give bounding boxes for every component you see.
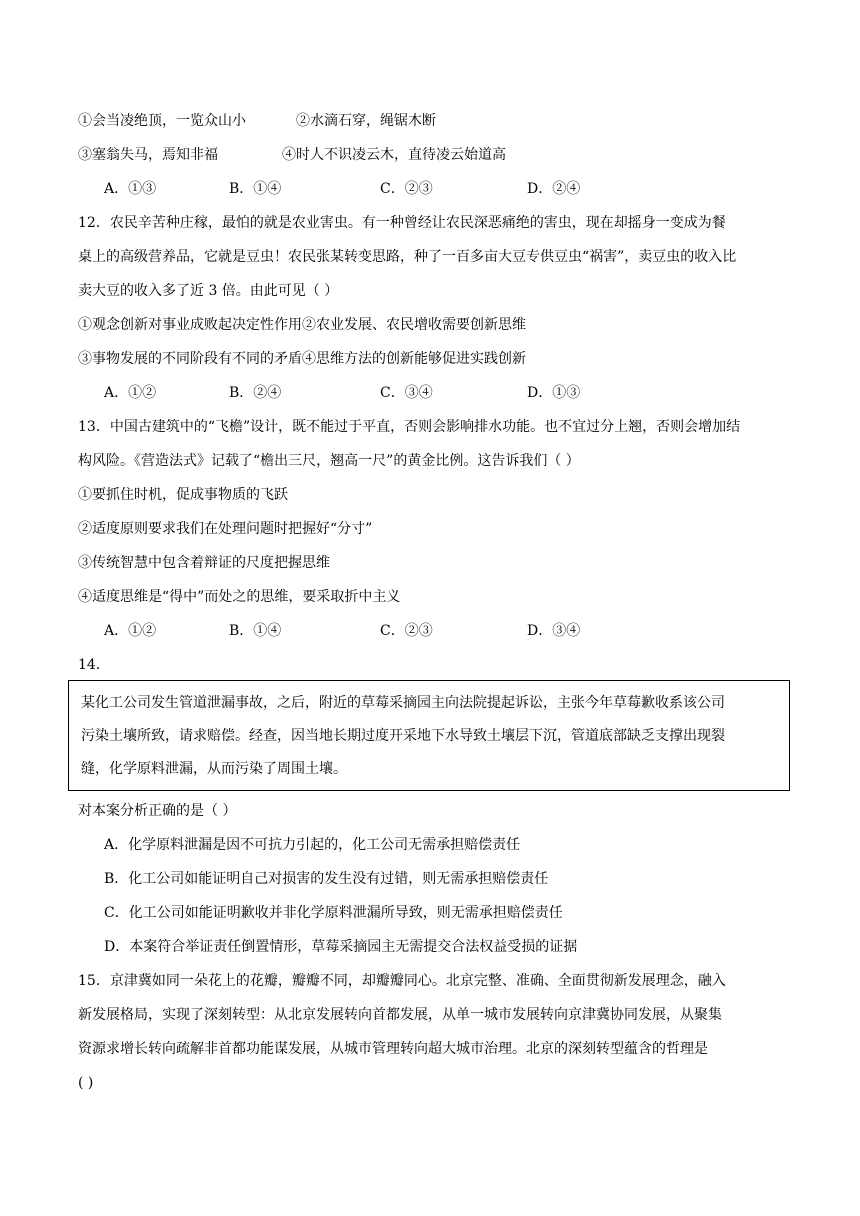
q14-case-box	[68, 680, 790, 791]
q13-option-a[interactable]: A．①②	[104, 623, 157, 639]
q14-number: 14．	[78, 657, 110, 673]
q12-option-d[interactable]: D．①③	[527, 385, 581, 401]
q11-option-c[interactable]: C．②③	[380, 181, 433, 197]
q15-answer-paren: ( )	[78, 1075, 94, 1091]
q14-question: 对本案分析正确的是（ ）	[78, 803, 237, 819]
q14-case-line-3: 缝，化学原料泄漏，从而污染了周围土壤。	[81, 761, 347, 777]
q13-stem-line-2: 构风险。《营造法式》记载了“檐出三尺，翘高一尺”的黄金比例。这告诉我们（ ）	[78, 453, 580, 469]
q12-statements-1-2: ①观念创新对事业成败起决定性作用②农业发展、农民增收需要创新思维	[78, 317, 526, 333]
q12-option-a[interactable]: A．①②	[104, 385, 157, 401]
q14-option-c[interactable]: C．化工公司如能证明歉收并非化学原料泄漏所导致，则无需承担赔偿责任	[104, 905, 563, 921]
q12-option-c[interactable]: C．③④	[380, 385, 433, 401]
q14-option-d[interactable]: D．本案符合举证责任倒置情形，草莓采摘园主无需提交合法权益受损的证据	[104, 939, 578, 955]
q13-statement-3: ③传统智慧中包含着辩证的尺度把握思维	[78, 555, 330, 571]
q11-option-a[interactable]: A．①③	[104, 181, 157, 197]
q15-stem-line-3: 资源求增长转向疏解非首都功能谋发展，从城市管理转向超大城市治理。北京的深刻转型蕴含的哲理是	[78, 1041, 708, 1057]
q13-option-b[interactable]: B．①④	[229, 623, 282, 639]
q13-option-c[interactable]: C．②③	[380, 623, 433, 639]
q11-statement-1: ①会当凌绝顶，一览众山小	[78, 113, 246, 129]
q14-case-line-2: 污染土壤所致，请求赔偿。经查，因当地长期过度开采地下水导致土壤层下沉，管道底部缺乏支撑出现裂	[81, 728, 725, 744]
q14-case-line-1: 某化工公司发生管道泄漏事故，之后，附近的草莓采摘园主向法院提起诉讼，主张今年草莓歉收系该公司	[81, 695, 725, 711]
q14-option-b[interactable]: B．化工公司如能证明自己对损害的发生没有过错，则无需承担赔偿责任	[104, 871, 549, 887]
q11-option-d[interactable]: D．②④	[527, 181, 581, 197]
q12-stem-line-2: 桌上的高级营养品，它就是豆虫！农民张某转变思路，种了一百多亩大豆专供豆虫“祸害”，卖豆虫的收入比	[78, 249, 737, 265]
q11-statement-3: ③塞翁失马，焉知非福	[78, 147, 218, 163]
q11-statement-4: ④时人不识凌云木，直待凌云始道高	[282, 147, 506, 163]
q15-stem-line-1: 15．京津冀如同一朵花上的花瓣，瓣瓣不同，却瓣瓣同心。北京完整、准确、全面贯彻新发展理念，融入	[78, 973, 726, 989]
q12-option-b[interactable]: B．②④	[229, 385, 282, 401]
q12-statements-3-4: ③事物发展的不同阶段有不同的矛盾④思维方法的创新能够促进实践创新	[78, 351, 526, 367]
q14-option-a[interactable]: A．化学原料泄漏是因不可抗力引起的，化工公司无需承担赔偿责任	[104, 837, 521, 853]
q12-stem-line-3: 卖大豆的收入多了近 3 倍。由此可见（ ）	[78, 283, 339, 299]
q13-stem-line-1: 13．中国古建筑中的“飞檐”设计，既不能过于平直，否则会影响排水功能。也不宜过分上翘，否则会增加结	[78, 419, 741, 435]
q11-statement-2: ②水滴石穿，绳锯木断	[296, 113, 436, 129]
q13-option-d[interactable]: D．③④	[527, 623, 581, 639]
q13-statement-4: ④适度思维是“得中”而处之的思维，要采取折中主义	[78, 589, 401, 605]
q11-option-b[interactable]: B．①④	[229, 181, 282, 197]
q13-statement-1: ①要抓住时机，促成事物质的飞跃	[78, 487, 288, 503]
q13-statement-2: ②适度原则要求我们在处理问题时把握好“分寸”	[78, 521, 373, 537]
q15-stem-line-2: 新发展格局，实现了深刻转型：从北京发展转向首都发展，从单一城市发展转向京津冀协同发展，从聚集	[78, 1007, 722, 1023]
q12-stem-line-1: 12．农民辛苦种庄稼，最怕的就是农业害虫。有一种曾经让农民深恶痛绝的害虫，现在却摇身一变成为餐	[78, 215, 726, 231]
